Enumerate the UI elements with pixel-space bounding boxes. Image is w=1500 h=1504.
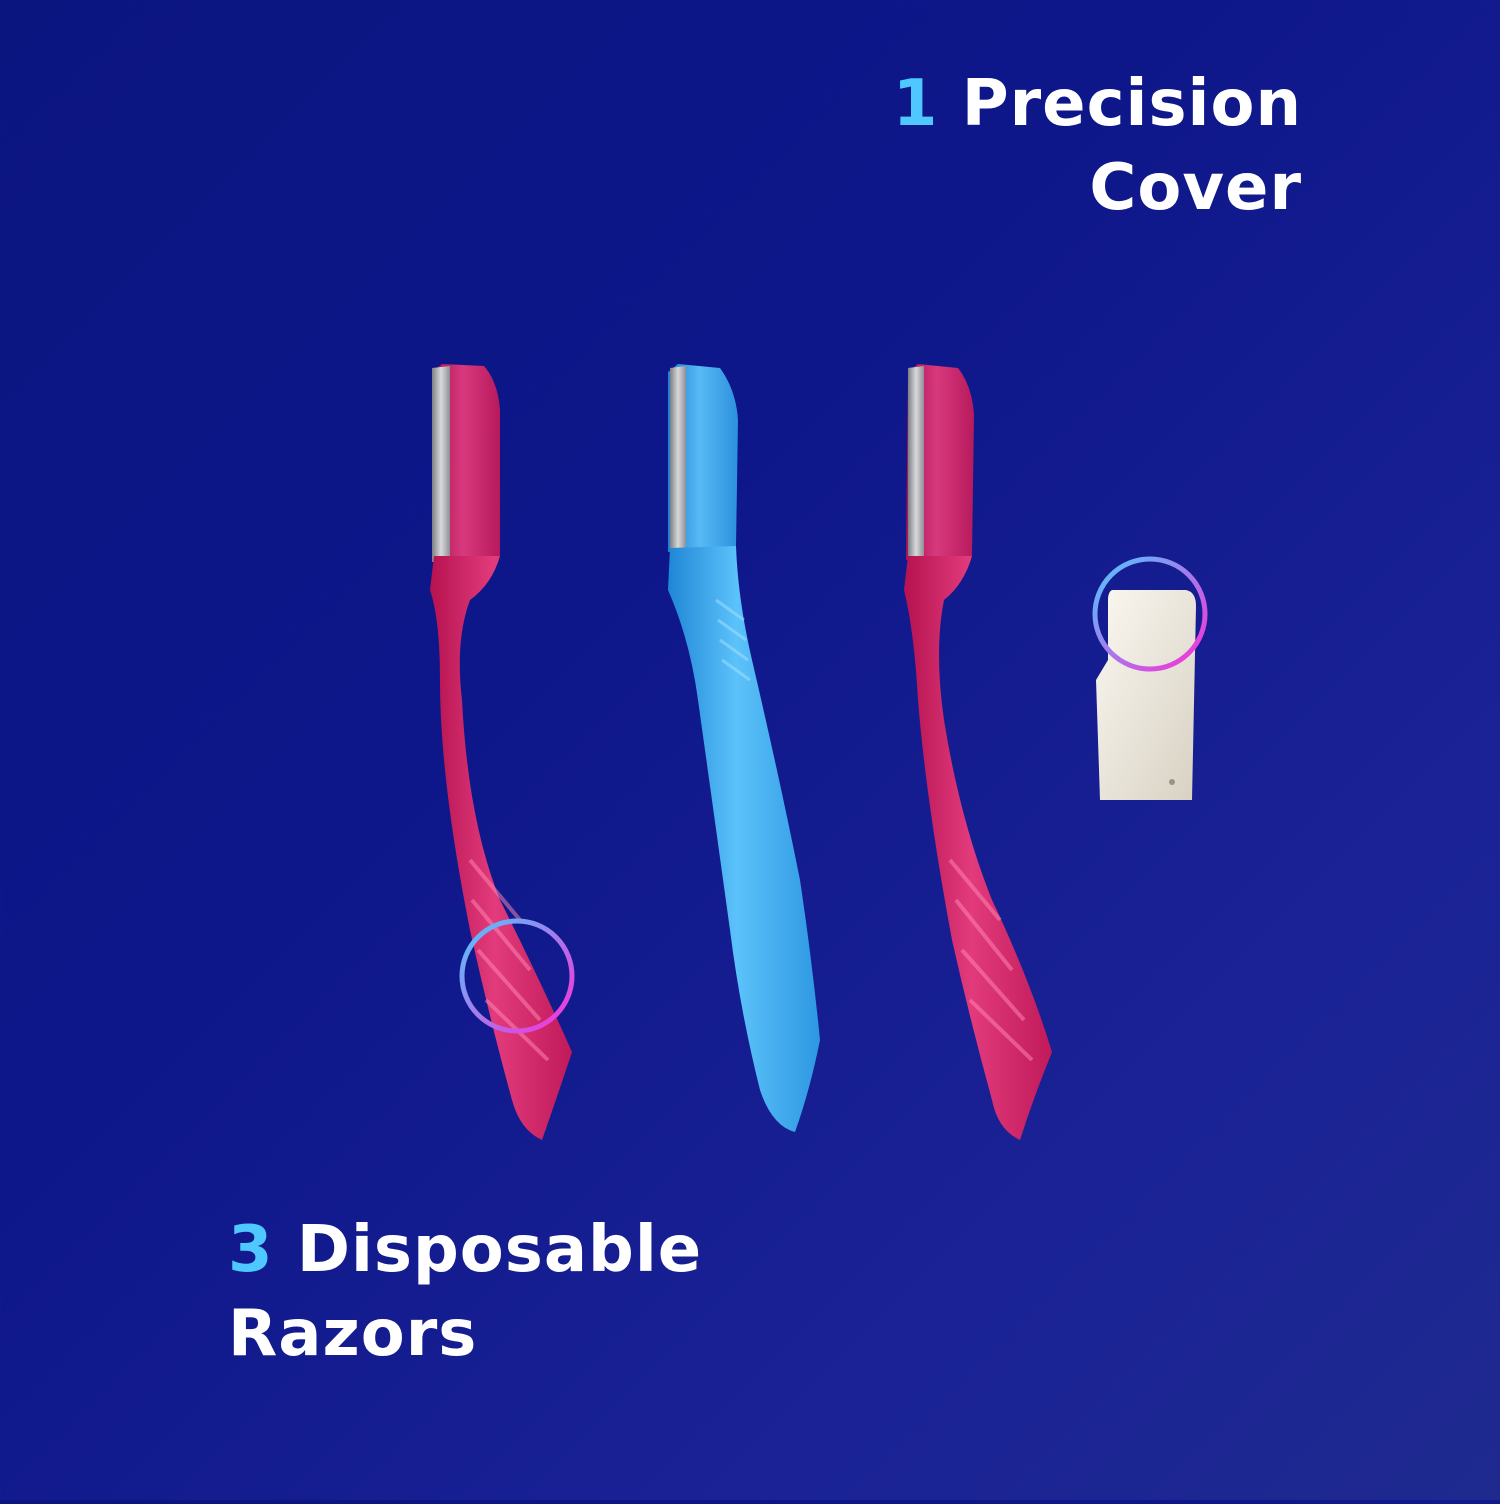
- razors-callout-label: [228, 1208, 702, 1376]
- razors-count: 3: [228, 1213, 274, 1287]
- pink-razor-left: [430, 364, 572, 1140]
- precision-cover: [1096, 590, 1196, 800]
- cover-text-line1: Precision: [961, 67, 1302, 141]
- cover-count: 1: [892, 67, 939, 141]
- razors-text-line2: Razors: [228, 1297, 478, 1371]
- blue-razor-middle: [668, 364, 820, 1132]
- pink-razor-right: [904, 364, 1052, 1140]
- cover-text-line2: Cover: [1089, 151, 1302, 225]
- cover-callout-label: [893, 62, 1302, 230]
- razors-text-line1: Disposable: [296, 1213, 703, 1287]
